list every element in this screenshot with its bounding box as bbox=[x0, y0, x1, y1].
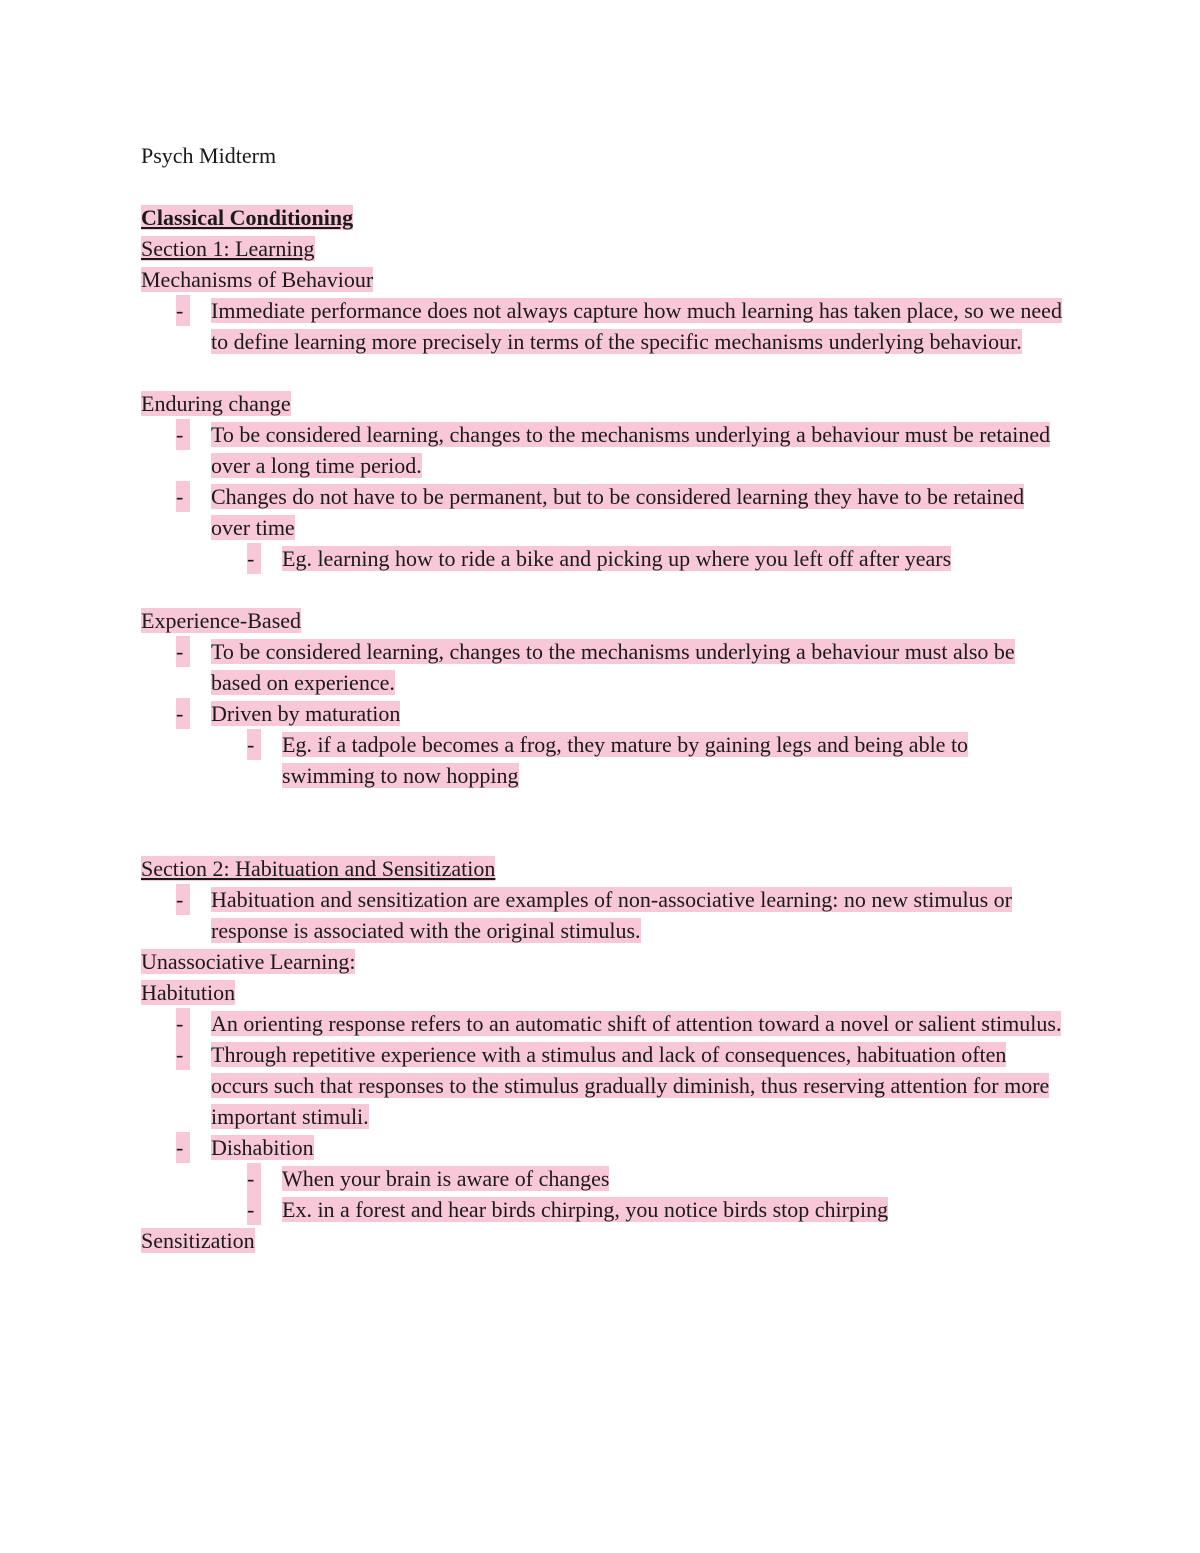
document-title: Psych Midterm bbox=[141, 143, 277, 168]
section-2-heading: Section 2: Habituation and Sensitization bbox=[141, 856, 496, 881]
section-1-heading: Section 1: Learning bbox=[141, 236, 315, 261]
sub-list-item: - When your brain is aware of changes bbox=[141, 1163, 1066, 1194]
list-item: - Habituation and sensitization are examples of non-associative learning: no new stimulus or response is associated with the original stimulus. bbox=[141, 884, 1066, 946]
main-heading: Classical Conditioning bbox=[141, 205, 354, 230]
document-body bbox=[141, 140, 1066, 1256]
sub-list-item: - Ex. in a forest and hear birds chirping, you notice birds stop chirping bbox=[141, 1194, 1066, 1225]
blank-line bbox=[141, 357, 1066, 388]
experience-heading: Experience-Based bbox=[141, 608, 302, 633]
blank-line bbox=[141, 574, 1066, 605]
list-item: - To be considered learning, changes to the mechanisms underlying a behaviour must be retained over a long time period. bbox=[141, 419, 1066, 481]
list-item: - To be considered learning, changes to the mechanisms underlying a behaviour must also be based on experience. bbox=[141, 636, 1066, 698]
enduring-heading: Enduring change bbox=[141, 391, 291, 416]
blank-line bbox=[141, 822, 1066, 853]
list-item: - Immediate performance does not always capture how much learning has taken place, so we need to define learning more precisely in terms of the specific mechanisms underlying behaviour. bbox=[141, 295, 1066, 357]
blank-line bbox=[141, 171, 1066, 202]
sub-list-item: - Eg. learning how to ride a bike and picking up where you left off after years bbox=[141, 543, 1066, 574]
list-item: - Changes do not have to be permanent, but to be considered learning they have to be retained over time bbox=[141, 481, 1066, 543]
unassociative-heading: Unassociative Learning: bbox=[141, 949, 356, 974]
sensitization-heading: Sensitization bbox=[141, 1228, 255, 1253]
list-item: - Driven by maturation bbox=[141, 698, 1066, 729]
mechanisms-heading: Mechanisms of Behaviour bbox=[141, 267, 374, 292]
list-item: - Through repetitive experience with a stimulus and lack of consequences, habituation often occurs such that responses to the stimulus gradually diminish, thus reserving attention for more important stimuli. bbox=[141, 1039, 1066, 1132]
list-item: - An orienting response refers to an automatic shift of attention toward a novel or salient stimulus. bbox=[141, 1008, 1066, 1039]
blank-line bbox=[141, 791, 1066, 822]
list-item: - Dishabition bbox=[141, 1132, 1066, 1163]
sub-list-item: - Eg. if a tadpole becomes a frog, they mature by gaining legs and being able to swimming to now hopping bbox=[141, 729, 1066, 791]
habitution-heading: Habitution bbox=[141, 980, 236, 1005]
